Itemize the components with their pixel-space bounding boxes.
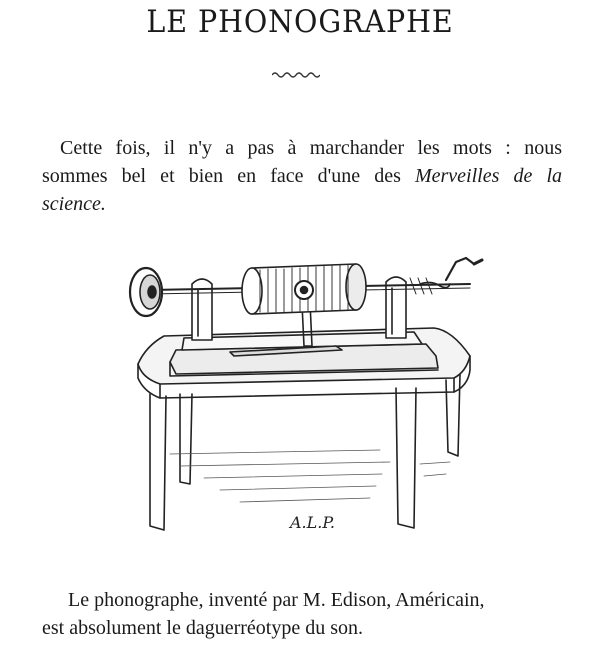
floor-shading <box>170 450 450 502</box>
title-ornament <box>272 70 320 80</box>
intro-line-3 <box>42 190 562 218</box>
phonograph-paragraph <box>42 586 564 642</box>
intro-line-2-text: sommes bel et bien en face d'une des <box>42 165 415 187</box>
engraver-signature: A.L.P. <box>290 513 335 532</box>
phonograph-line-2: est absolument le daguerréotype du son. <box>42 617 364 639</box>
intro-line-2 <box>42 162 562 190</box>
merveilles-link-text: Merveilles de la <box>414 165 563 187</box>
intro-paragraph <box>42 134 562 218</box>
intro-line-3-text: science. <box>42 193 106 215</box>
tinfoil-cylinder <box>242 264 366 314</box>
intro-line-1: Cette fois, il n'y a pas à marchander les mots : nous <box>60 137 562 159</box>
flywheel <box>130 268 162 316</box>
phonograph-line-1: Le phonographe, inventé par M. Edison, Américain, <box>68 589 485 611</box>
phonograph-illustration <box>120 254 490 544</box>
page-title: LE PHONOGRAPHE <box>146 4 454 40</box>
